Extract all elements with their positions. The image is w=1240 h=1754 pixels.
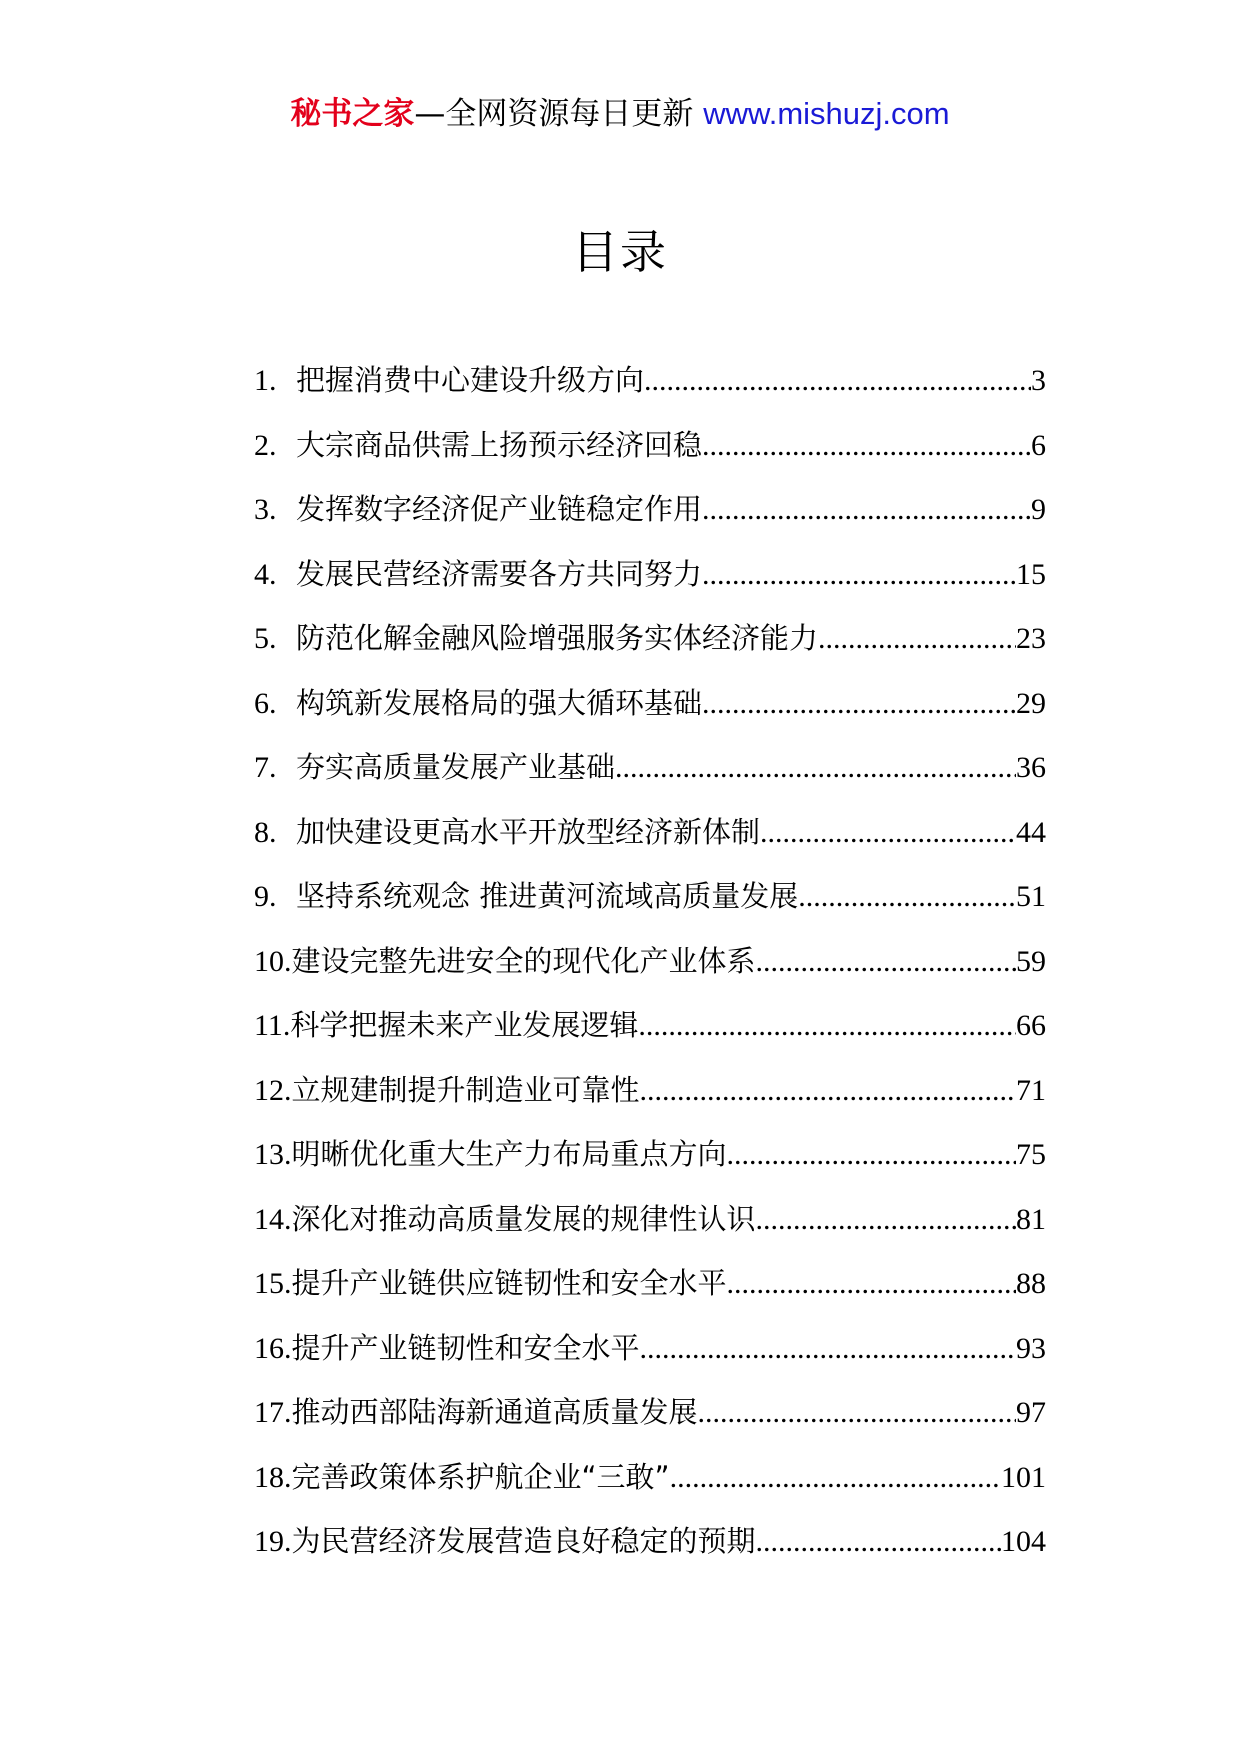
toc-entry-number: 12.	[254, 1073, 292, 1107]
toc-entry[interactable]	[254, 1392, 1046, 1457]
toc-entry-title: 发展民营经济需要各方共同努力	[296, 556, 703, 591]
toc-dot-leader	[798, 877, 1016, 917]
toc-page-number: 9	[1031, 493, 1046, 526]
toc-entry-number: 3.	[254, 493, 277, 526]
toc-page-number: 23	[1016, 622, 1046, 655]
toc-entry-title: 防范化解金融风险增强服务实体经济能力	[296, 621, 819, 655]
toc-entry-number: 17.	[254, 1396, 292, 1429]
site-header	[0, 92, 1240, 136]
toc-entry[interactable]	[254, 941, 1046, 1006]
toc-page-number: 104	[1001, 1525, 1046, 1558]
toc-page-number: 93	[1016, 1331, 1046, 1365]
toc-dot-leader	[640, 1071, 1016, 1111]
toc-entry-title: 把握消费中心建设升级方向	[296, 363, 645, 397]
toc-entry-title: 坚持系统观念 推进黄河流域高质量发展	[296, 879, 799, 913]
toc-dot-leader	[727, 1264, 1016, 1304]
toc-entry[interactable]	[254, 1005, 1046, 1070]
toc-dot-leader	[756, 1200, 1016, 1240]
toc-entry-number: 10.	[254, 944, 292, 978]
toc-dot-leader	[727, 1135, 1016, 1175]
toc-page-number: 51	[1016, 880, 1046, 913]
toc-dot-leader	[702, 426, 1031, 466]
toc-page-number: 81	[1016, 1202, 1046, 1236]
toc-dot-leader	[644, 361, 1031, 401]
toc-page-number: 59	[1016, 944, 1046, 978]
toc-entry-title: 大宗商品供需上扬预示经济回稳	[296, 427, 703, 462]
toc-entry[interactable]	[254, 747, 1046, 812]
toc-page-number: 71	[1016, 1073, 1046, 1107]
toc-entry[interactable]	[254, 876, 1046, 941]
toc-entry[interactable]	[254, 683, 1046, 748]
toc-page-number: 44	[1016, 815, 1046, 849]
toc-page-number: 66	[1016, 1009, 1046, 1042]
toc-dot-leader	[670, 1458, 1001, 1498]
toc-entry-number: 2.	[254, 428, 277, 462]
page-title: 目录	[572, 225, 668, 279]
toc-dot-leader	[640, 1329, 1016, 1369]
toc-entry[interactable]	[254, 1457, 1046, 1522]
toc-dot-leader	[702, 684, 1016, 724]
toc-dot-leader	[638, 1006, 1016, 1046]
toc-dot-leader	[760, 813, 1016, 853]
toc-entry-title: 加快建设更高水平开放型经济新体制	[296, 814, 761, 849]
toc-entry-number: 9.	[254, 880, 277, 913]
toc-entry-title: 构筑新发展格局的强大循环基础	[296, 685, 703, 720]
toc-entry[interactable]	[254, 1263, 1046, 1328]
toc-page-number: 88	[1016, 1267, 1046, 1300]
toc-entry-title: 明晰优化重大生产力布局重点方向	[291, 1137, 727, 1171]
table-of-contents	[254, 360, 1046, 1586]
toc-entry-title: 为民营经济发展营造良好稳定的预期	[291, 1524, 756, 1558]
toc-dot-leader	[702, 555, 1016, 595]
toc-entry-title: 立规建制提升制造业可靠性	[291, 1072, 640, 1107]
toc-entry-number: 14.	[254, 1202, 292, 1236]
toc-entry-number: 7.	[254, 751, 277, 784]
toc-entry-title: 科学把握未来产业发展逻辑	[290, 1008, 639, 1042]
toc-entry-number: 19.	[254, 1525, 292, 1558]
toc-entry-title: 建设完整先进安全的现代化产业体系	[291, 943, 756, 978]
toc-dot-leader	[702, 490, 1031, 530]
toc-entry-number: 15.	[254, 1267, 292, 1300]
toc-entry-number: 1.	[254, 364, 277, 397]
toc-entry-title: 提升产业链供应链韧性和安全水平	[291, 1266, 727, 1300]
toc-dot-leader	[615, 748, 1016, 788]
toc-entry[interactable]	[254, 1328, 1046, 1393]
toc-entry-number: 5.	[254, 622, 277, 655]
toc-dot-leader	[698, 1393, 1016, 1433]
toc-entry[interactable]	[254, 489, 1046, 554]
toc-entry-title: 深化对推动高质量发展的规律性认识	[291, 1201, 756, 1236]
toc-entry-title: 完善政策体系护航企业“三敢”	[291, 1459, 670, 1494]
toc-page-number: 75	[1016, 1138, 1046, 1171]
toc-entry-title: 夯实高质量发展产业基础	[296, 750, 616, 784]
toc-entry-title: 推动西部陆海新通道高质量发展	[291, 1395, 698, 1429]
brand-name: 秘书之家	[290, 96, 415, 132]
toc-page-number: 36	[1016, 751, 1046, 784]
toc-entry[interactable]	[254, 425, 1046, 490]
toc-page-number: 6	[1031, 428, 1046, 462]
toc-page-number: 15	[1016, 557, 1046, 591]
toc-entry[interactable]	[254, 618, 1046, 683]
toc-entry[interactable]	[254, 1521, 1046, 1586]
toc-entry-number: 8.	[254, 815, 277, 849]
toc-entry-title: 发挥数字经济促产业链稳定作用	[296, 492, 703, 526]
toc-entry[interactable]	[254, 360, 1046, 425]
toc-page-number: 29	[1016, 686, 1046, 720]
toc-entry-title: 提升产业链韧性和安全水平	[291, 1330, 640, 1365]
toc-dot-leader	[756, 1522, 1001, 1562]
toc-entry-number: 4.	[254, 557, 277, 591]
site-tagline: —全网资源每日更新	[414, 96, 704, 132]
toc-dot-leader	[756, 942, 1016, 982]
toc-entry-number: 13.	[254, 1138, 292, 1171]
toc-page-number: 97	[1016, 1396, 1046, 1429]
toc-entry[interactable]	[254, 812, 1046, 877]
toc-entry[interactable]	[254, 554, 1046, 619]
toc-entry[interactable]	[254, 1134, 1046, 1199]
toc-entry-number: 11.	[254, 1009, 291, 1042]
toc-page-number: 101	[1001, 1460, 1046, 1494]
toc-entry-number: 16.	[254, 1331, 292, 1365]
toc-entry-number: 6.	[254, 686, 277, 720]
toc-page-number: 3	[1031, 364, 1046, 397]
toc-entry[interactable]	[254, 1199, 1046, 1264]
site-url-link[interactable]: www.mishuzj.com	[703, 96, 950, 131]
toc-entry-number: 18.	[254, 1460, 292, 1494]
toc-entry[interactable]	[254, 1070, 1046, 1135]
toc-dot-leader	[818, 619, 1016, 659]
